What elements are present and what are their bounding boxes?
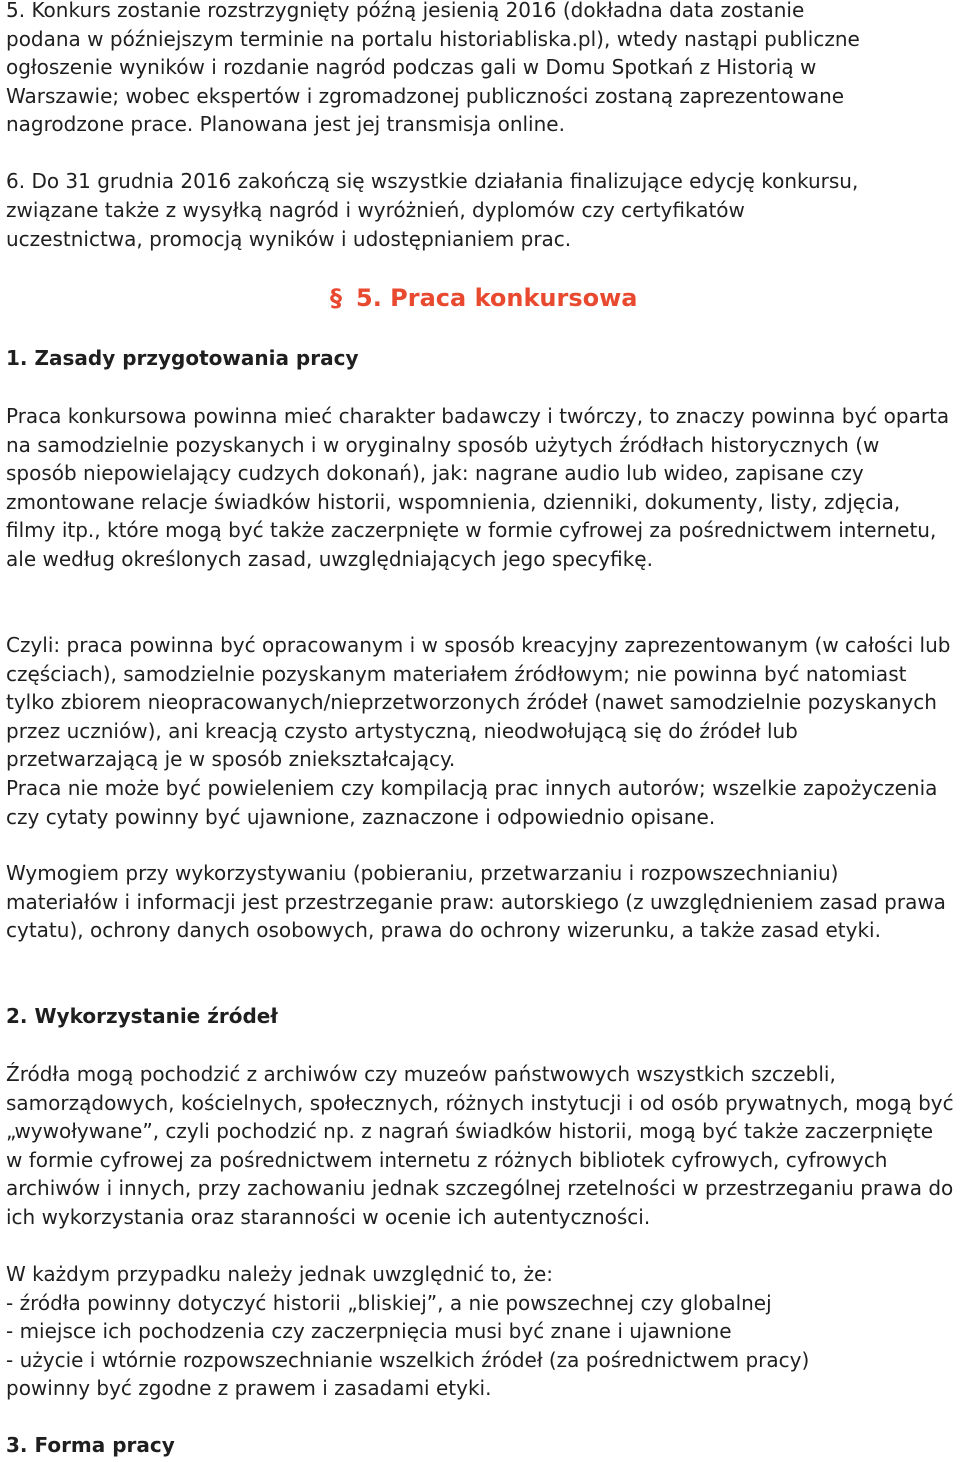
heading-2: 2. Wykorzystanie źródeł — [6, 1004, 278, 1028]
heading-1: 1. Zasady przygotowania pracy — [6, 346, 359, 370]
point-6-line: uczestnictwa, promocją wyników i udostępnianiem prac. — [6, 227, 572, 251]
list-item: - użycie i wtórnie rozpowszechnianie wszelkich źródeł (za pośrednictwem pracy) — [6, 1348, 810, 1372]
paragraph-line: ogłoszenie wyników i rozdanie nagród podczas gali w Domu Spotkań z Historią w — [6, 55, 817, 79]
list-item: powinny być zgodne z prawem i zasadami etyki. — [6, 1376, 492, 1400]
paragraph-4: Wymogiem przy wykorzystywaniu (pobieraniu, przetwarzaniu i rozpowszechnianiu) materiałów i informacji jest przestrzeganie praw: autorskiego (z uwzględnieniem zasad prawa cytatu), ochrony danych osobowych, prawa do ochrony wizerunku, a także zasad etyki. — [6, 861, 946, 943]
paragraph-2: Czyli: praca powinna być opracowanym i w sposób kreacyjny zaprezentowanym (w całości lub częściach), samodzielnie pozyskanym materiałem źródłowym; nie powinna być natomiast tylko zbiorem nieopracowanych/nieprzetworzonych źródeł (nawet samodzielnie pozyskanych przez uczniów), ani kreacją czysto artystyczną, nieodwołującą się do źródeł lub przetwarzającą je w sposób zniekształcający. — [6, 633, 951, 772]
list-item: - miejsce ich pochodzenia czy zaczerpnięcia musi być znane i ujawnione — [6, 1319, 732, 1343]
paragraph-line: podana w późniejszym terminie na portalu historiabliska.pl), wtedy nastąpi publiczne — [6, 27, 860, 51]
paragraph-5: Źródła mogą pochodzić z archiwów czy muzeów państwowych wszystkich szczebli, samorządowych, kościelnych, społecznych, różnych instytucji i od osób prywatnych, mogą być „wywoływane”, czyli pochodzić np. z nagrań świadków historii, mogą być także zaczerpnięte w formie cyfrowej za pośrednictwem internetu z różnych bibliotek cyfrowych, cyfrowych archiwów i innych, przy zachowaniu jednak szczególnej rzetelności w przestrzeganiu prawa do ich wykorzystania oraz staranności w ocenie ich autentyczności. — [6, 1062, 954, 1229]
section-title: 5. Praca konkursowa — [356, 284, 638, 312]
paragraph-line: 5. Konkurs zostanie rozstrzygnięty późną jesienią 2016 (dokładna data zostanie — [6, 0, 805, 22]
section-heading — [330, 284, 637, 313]
paragraph-line: nagrodzone prace. Planowana jest jej transmisja online. — [6, 112, 565, 136]
paragraph-3: Praca nie może być powieleniem czy kompilacją prac innych autorów; wszelkie zapożyczenia czy cytaty powinny być ujawnione, zaznaczone i odpowiednio opisane. — [6, 776, 938, 829]
paragraph-1: Praca konkursowa powinna mieć charakter badawczy i twórczy, to znaczy powinna być oparta na samodzielnie pozyskanych i w oryginalny sposób użytych źródłach historycznych (w sposób niepowielający cudzych dokonań), jak: nagrane audio lub wideo, zapisane czy zmontowane relacje świadków historii, wspomnienia, dzienniki, dokumenty, listy, zdjęcia, filmy itp., które mogą być także zaczerpnięte w formie cyfrowej za pośrednictwem internetu, ale według określonych zasad, uwzględniających jego specyfikę. — [6, 404, 950, 571]
point-6-line: 6. Do 31 grudnia 2016 zakończą się wszystkie działania finalizujące edycję konkursu, — [6, 169, 859, 193]
list-item: - źródła powinny dotyczyć historii „bliskiej”, a nie powszechnej czy globalnej — [6, 1291, 772, 1315]
paragraph-line: Warszawie; wobec ekspertów i zgromadzonej publiczności zostaną zaprezentowane — [6, 84, 845, 108]
heading-3: 3. Forma pracy — [6, 1433, 175, 1457]
paragraph-6: W każdym przypadku należy jednak uwzględnić to, że: — [6, 1262, 554, 1286]
point-6-line: związane także z wysyłką nagród i wyróżnień, dyplomów czy certyfikatów — [6, 198, 745, 222]
section-symbol: § — [330, 284, 342, 312]
